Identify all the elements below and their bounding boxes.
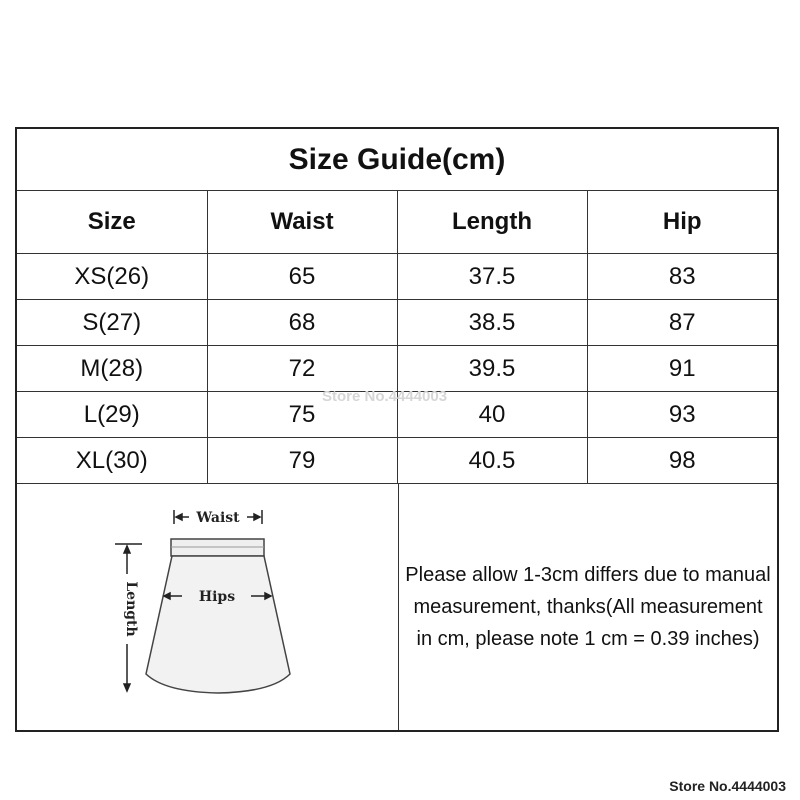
cell-length: 38.5 — [397, 300, 587, 346]
cell-length: 37.5 — [397, 254, 587, 300]
size-table — [17, 191, 777, 484]
cell-size: XL(30) — [17, 438, 207, 484]
cell-hip: 83 — [587, 254, 777, 300]
store-watermark-center: Store No.4444003 — [322, 388, 448, 405]
column-header-hip: Hip — [587, 191, 777, 254]
hips-label: Hips — [198, 589, 236, 605]
table-header-row — [17, 191, 777, 254]
length-label: Length — [123, 581, 139, 637]
cell-waist: 79 — [207, 438, 397, 484]
skirt-body — [146, 556, 290, 693]
measurement-note: Please allow 1-3cm differs due to manual measurement, thanks(All measurement in cm, please note 1 cm = 0.39 inches) — [405, 564, 771, 650]
cell-hip: 93 — [587, 392, 777, 438]
size-guide-frame — [15, 127, 779, 732]
cell-length: 40 — [397, 392, 587, 438]
cell-waist: 72 — [207, 346, 397, 392]
cell-waist: 75 — [207, 392, 397, 438]
cell-hip: 98 — [587, 438, 777, 484]
cell-hip: 87 — [587, 300, 777, 346]
cell-waist: 65 — [207, 254, 397, 300]
table-row — [17, 438, 777, 484]
size-guide-title: Size Guide(cm) — [17, 129, 777, 191]
column-header-length: Length — [397, 191, 587, 254]
table-row — [17, 346, 777, 392]
table-row — [17, 300, 777, 346]
cell-size: M(28) — [17, 346, 207, 392]
cell-size: L(29) — [17, 392, 207, 438]
cell-size: XS(26) — [17, 254, 207, 300]
column-header-waist: Waist — [207, 191, 397, 254]
cell-hip: 91 — [587, 346, 777, 392]
table-row — [17, 254, 777, 300]
cell-length: 39.5 — [397, 346, 587, 392]
note-cell — [399, 484, 777, 730]
store-watermark-corner: Store No.4444003 — [669, 778, 786, 794]
skirt-diagram-cell — [17, 484, 399, 730]
cell-length: 40.5 — [397, 438, 587, 484]
cell-size: S(27) — [17, 300, 207, 346]
column-header-size: Size — [17, 191, 207, 254]
bottom-section — [17, 484, 777, 730]
waist-label: Waist — [196, 510, 240, 526]
cell-waist: 68 — [207, 300, 397, 346]
skirt-diagram — [17, 484, 397, 730]
